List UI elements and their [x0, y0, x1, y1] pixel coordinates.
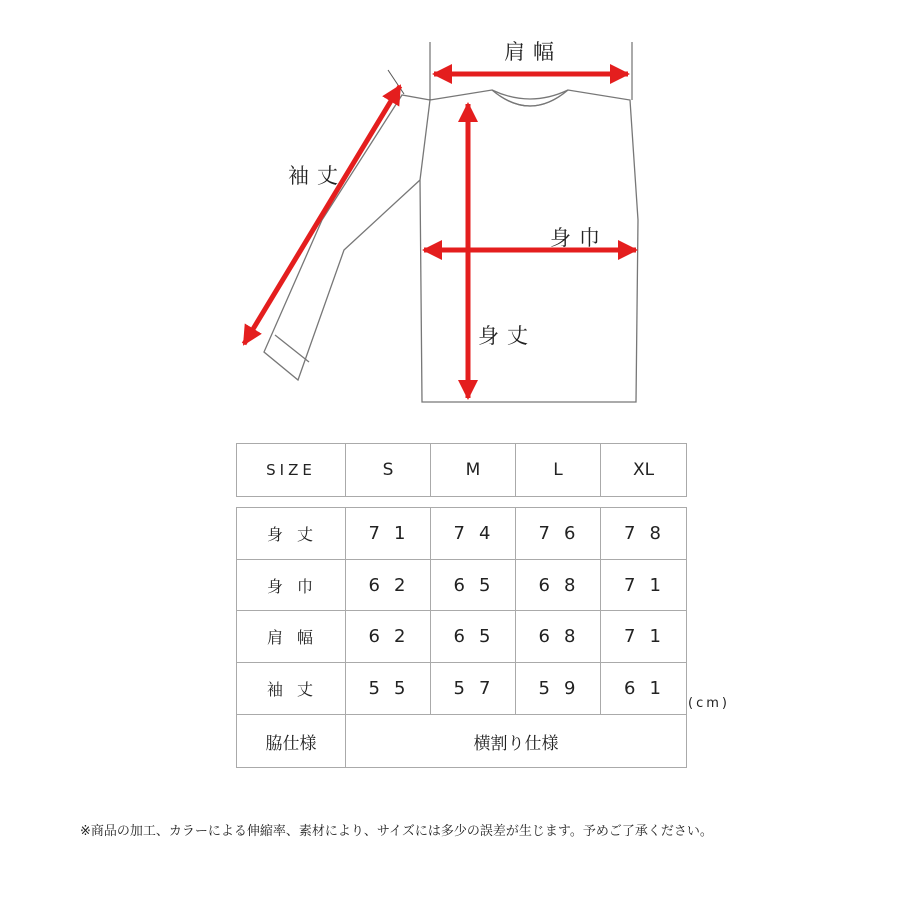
cell-value: 71	[346, 508, 431, 560]
table-row	[237, 715, 687, 768]
cell-value: 76	[516, 508, 601, 560]
disclaimer-note: ※商品の加工、カラーによる伸縮率、素材により、サイズには多少の誤差が生じます。予めご了承ください。	[80, 824, 713, 839]
row-label-length: 身丈	[237, 508, 346, 560]
size-xl: XL	[601, 444, 687, 497]
size-m: M	[431, 444, 516, 497]
table-row	[237, 560, 687, 611]
row-label-width: 身巾	[237, 560, 346, 611]
size-header-table	[236, 443, 687, 497]
unit-label: (cm)	[688, 696, 730, 711]
size-header-label: SIZE	[237, 444, 346, 497]
sleeve-arrow	[244, 86, 400, 344]
cell-value: 71	[601, 611, 687, 663]
length-label: 身丈	[478, 324, 536, 348]
row-label-sleeve: 袖丈	[237, 663, 346, 715]
cell-value: 68	[516, 560, 601, 611]
width-label: 身巾	[550, 226, 608, 250]
cell-value: 65	[431, 560, 516, 611]
cell-value: 78	[601, 508, 687, 560]
cell-value: 61	[601, 663, 687, 715]
cell-value: 65	[431, 611, 516, 663]
size-measure-table	[236, 507, 687, 768]
sleeve-label: 袖丈	[288, 164, 346, 188]
tshirt-diagram	[0, 0, 920, 420]
cell-value: 71	[601, 560, 687, 611]
row-label-side-seam: 脇仕様	[237, 715, 346, 768]
shoulder-label: 肩幅	[504, 40, 562, 64]
cell-value: 55	[346, 663, 431, 715]
cell-value: 62	[346, 560, 431, 611]
table-row	[237, 663, 687, 715]
cell-value: 57	[431, 663, 516, 715]
cell-value: 59	[516, 663, 601, 715]
size-s: S	[346, 444, 431, 497]
cell-value: 74	[431, 508, 516, 560]
row-label-shoulder: 肩幅	[237, 611, 346, 663]
cell-value: 68	[516, 611, 601, 663]
cell-value: 62	[346, 611, 431, 663]
side-seam-value: 横割り仕様	[346, 715, 687, 768]
size-l: L	[516, 444, 601, 497]
table-row	[237, 611, 687, 663]
table-row	[237, 508, 687, 560]
